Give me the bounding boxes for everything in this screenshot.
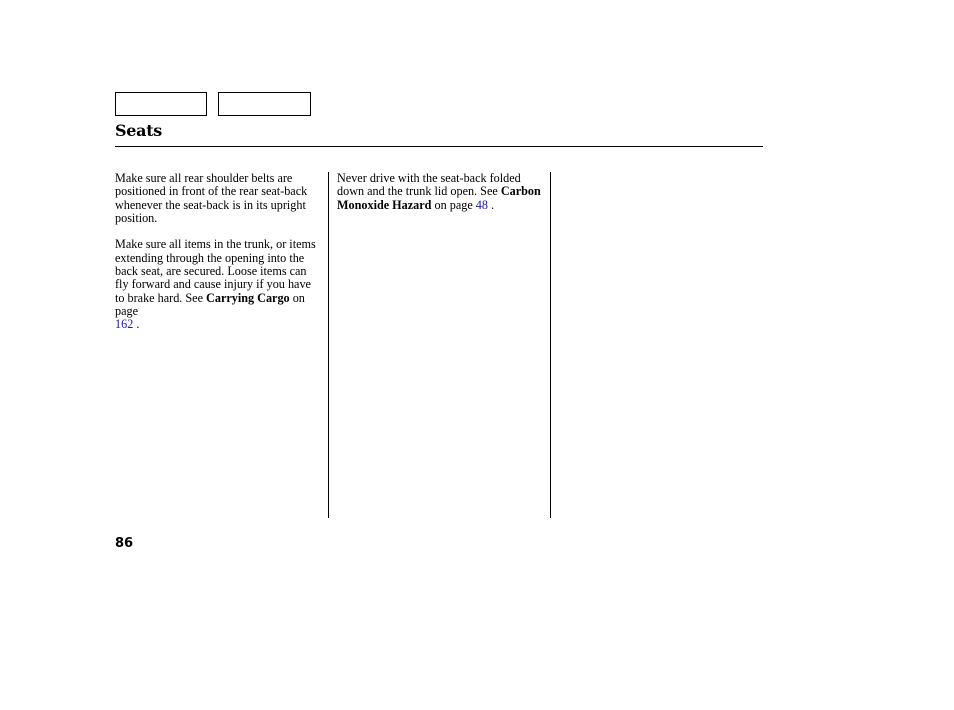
header-rule <box>115 146 763 147</box>
page-link-162[interactable]: 162 <box>115 317 134 332</box>
column-divider-1 <box>328 172 329 518</box>
paragraph-seatback-warning <box>337 172 545 212</box>
paragraph-text: Make sure all items in the trunk, or items extending through the opening into the back seat, are secured. Loose items can fly forward and cause injury if you have to brake hard. See <box>115 237 316 305</box>
section-title: Seats <box>115 121 163 140</box>
page-number: 86 <box>115 536 134 551</box>
period: . <box>133 317 140 332</box>
left-column <box>115 172 323 345</box>
middle-column <box>337 172 545 225</box>
nav-button-next[interactable] <box>218 92 311 116</box>
xref-carbon-monoxide-hazard: Carbon Monoxide Hazard <box>337 184 541 212</box>
paragraph-rear-belts: Make sure all rear shoulder belts are positioned in front of the rear seat-back whenever the seat-back is in its upright position. <box>115 171 308 225</box>
on-page-text: on page <box>431 197 476 212</box>
paragraph-trunk-items <box>115 238 323 331</box>
xref-carrying-cargo: Carrying Cargo <box>206 290 290 305</box>
period: . <box>487 197 495 212</box>
on-page-text: on page <box>115 290 305 318</box>
page-link-48[interactable]: 48 <box>475 197 488 212</box>
paragraph-text: Never drive with the seat-back folded down and the trunk lid open. See <box>337 171 521 199</box>
column-divider-2 <box>550 172 551 518</box>
nav-button-previous[interactable] <box>115 92 207 116</box>
